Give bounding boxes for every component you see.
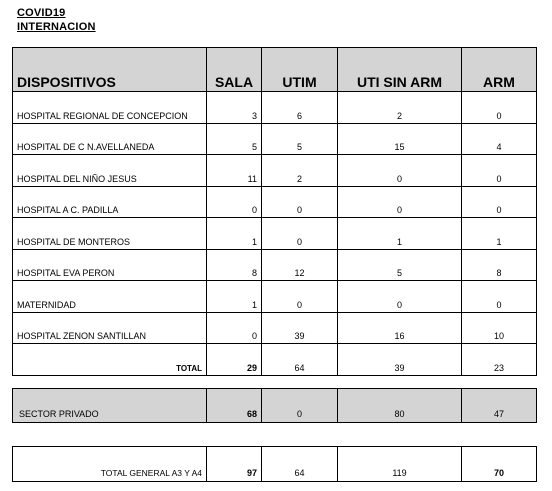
total-utim: 64 xyxy=(262,344,338,376)
hospital-name: HOSPITAL REGIONAL DE CONCEPCION xyxy=(13,92,207,124)
arm-value: 1 xyxy=(462,218,537,250)
total-arm: 23 xyxy=(462,344,537,376)
hospital-name: HOSPITAL EVA PERON xyxy=(13,249,207,281)
uti-sin-arm-value: 16 xyxy=(338,312,462,344)
utim-value: 6 xyxy=(262,92,338,124)
utim-value: 39 xyxy=(262,312,338,344)
table-row xyxy=(13,92,537,124)
sala-value: 8 xyxy=(207,249,262,281)
utim-value: 0 xyxy=(262,186,338,218)
internacion-table xyxy=(12,47,537,376)
utim-value: 5 xyxy=(262,123,338,155)
arm-value: 4 xyxy=(462,123,537,155)
uti-sin-arm-value: 0 xyxy=(338,155,462,187)
sector-privado-arm: 47 xyxy=(462,389,537,423)
sala-value: 0 xyxy=(207,186,262,218)
header-uti-sin-arm: UTI SIN ARM xyxy=(338,48,462,92)
total-row xyxy=(13,344,537,376)
hospital-name: HOSPITAL A C. PADILLA xyxy=(13,186,207,218)
table-row xyxy=(13,218,537,250)
hospital-name: MATERNIDAD xyxy=(13,281,207,313)
utim-value: 12 xyxy=(262,249,338,281)
arm-value: 0 xyxy=(462,186,537,218)
utim-value: 2 xyxy=(262,155,338,187)
total-general-sala: 97 xyxy=(207,447,262,482)
utim-value: 0 xyxy=(262,218,338,250)
total-label: TOTAL xyxy=(13,344,207,376)
sala-value: 0 xyxy=(207,312,262,344)
table-row xyxy=(13,186,537,218)
sala-value: 5 xyxy=(207,123,262,155)
hospital-name: HOSPITAL DE C N.AVELLANEDA xyxy=(13,123,207,155)
table-row xyxy=(13,123,537,155)
sector-privado-row xyxy=(13,389,537,423)
uti-sin-arm-value: 2 xyxy=(338,92,462,124)
total-sala: 29 xyxy=(207,344,262,376)
table-row xyxy=(13,312,537,344)
sala-value: 1 xyxy=(207,281,262,313)
uti-sin-arm-value: 0 xyxy=(338,186,462,218)
header-dispositivos: DISPOSITIVOS xyxy=(13,48,207,92)
table-row xyxy=(13,281,537,313)
sala-value: 1 xyxy=(207,218,262,250)
uti-sin-arm-value: 5 xyxy=(338,249,462,281)
total-general-uti-sin-arm: 119 xyxy=(338,447,462,482)
hospital-name: HOSPITAL DEL NIÑO JESUS xyxy=(13,155,207,187)
document-subtitle: INTERNACION xyxy=(17,21,96,33)
total-general-utim: 64 xyxy=(262,447,338,482)
sector-privado-table xyxy=(12,388,537,423)
hospital-name: HOSPITAL ZENON SANTILLAN xyxy=(13,312,207,344)
total-general-label: TOTAL GENERAL A3 Y A4 xyxy=(13,447,207,482)
arm-value: 0 xyxy=(462,92,537,124)
sala-value: 11 xyxy=(207,155,262,187)
uti-sin-arm-value: 1 xyxy=(338,218,462,250)
arm-value: 10 xyxy=(462,312,537,344)
arm-value: 0 xyxy=(462,155,537,187)
header-row xyxy=(13,48,537,92)
sector-privado-utim: 0 xyxy=(262,389,338,423)
header-utim: UTIM xyxy=(262,48,338,92)
total-general-arm: 70 xyxy=(462,447,537,482)
total-general-table xyxy=(12,446,537,482)
header-arm: ARM xyxy=(462,48,537,92)
table-row xyxy=(13,249,537,281)
header-sala: SALA xyxy=(207,48,262,92)
total-general-row xyxy=(13,447,537,482)
hospital-name: HOSPITAL DE MONTEROS xyxy=(13,218,207,250)
table-row xyxy=(13,155,537,187)
arm-value: 0 xyxy=(462,281,537,313)
sala-value: 3 xyxy=(207,92,262,124)
uti-sin-arm-value: 15 xyxy=(338,123,462,155)
utim-value: 0 xyxy=(262,281,338,313)
uti-sin-arm-value: 0 xyxy=(338,281,462,313)
document-title: COVID19 xyxy=(17,7,66,19)
sector-privado-label: SECTOR PRIVADO xyxy=(13,389,207,423)
sector-privado-sala: 68 xyxy=(207,389,262,423)
sector-privado-uti-sin-arm: 80 xyxy=(338,389,462,423)
arm-value: 8 xyxy=(462,249,537,281)
total-uti-sin-arm: 39 xyxy=(338,344,462,376)
